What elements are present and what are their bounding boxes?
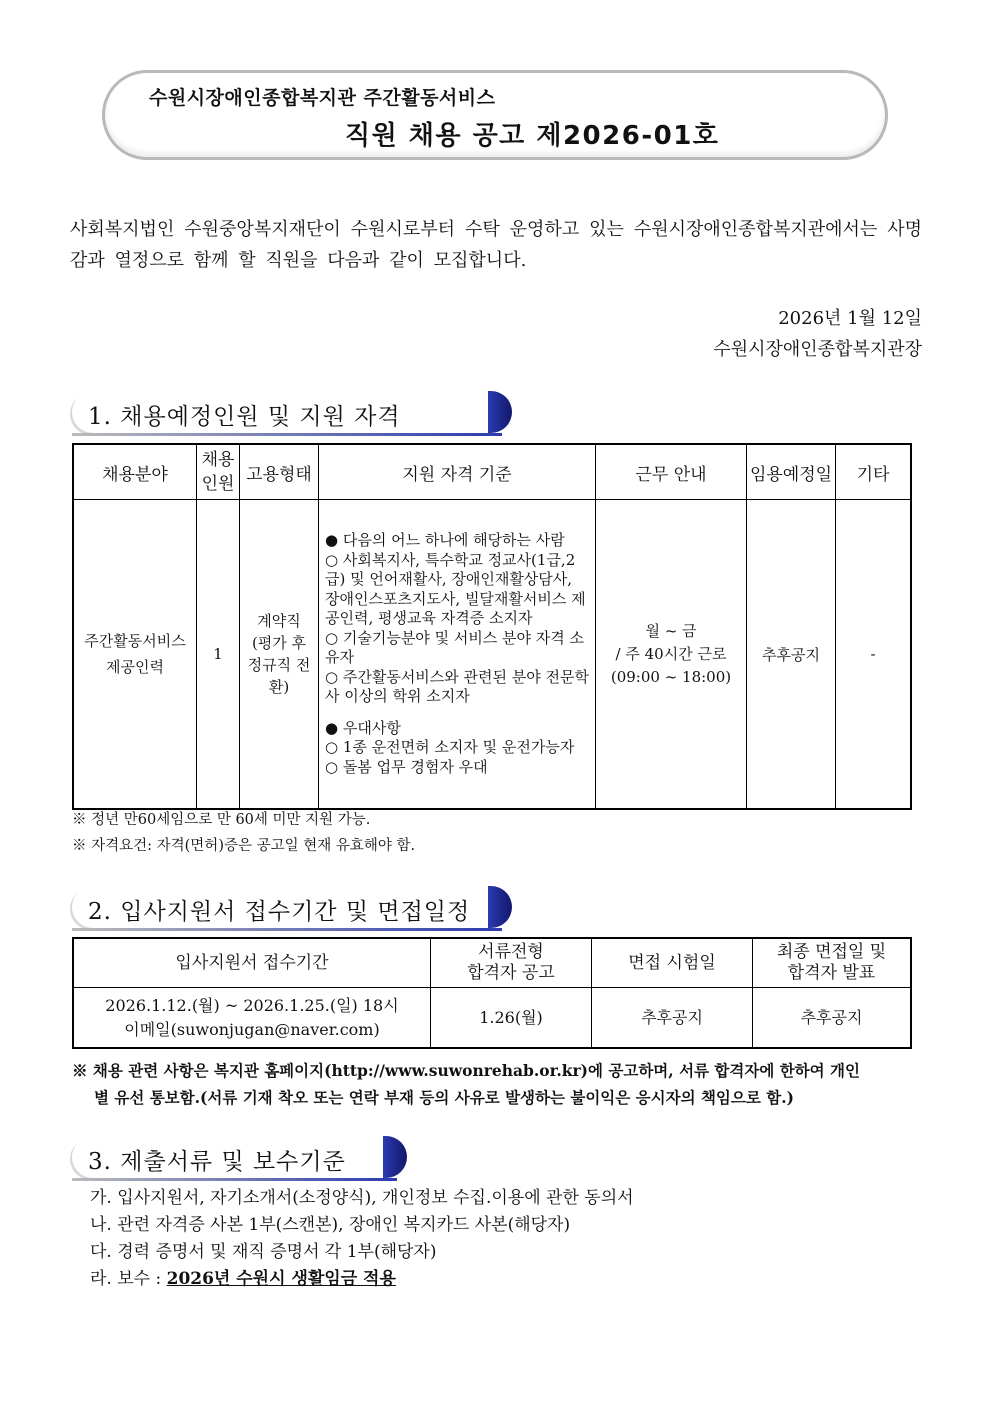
- heading-underline: [72, 433, 502, 436]
- heading-accent: [383, 1136, 407, 1178]
- cell-etc: -: [836, 500, 912, 810]
- cell-work: [596, 500, 747, 810]
- heading-accent: [488, 886, 512, 928]
- documents-list: [90, 1185, 634, 1293]
- work-time: (09:00 ~ 18:00): [610, 667, 732, 686]
- header-doc-result: [431, 938, 592, 988]
- period-email: 이메일(suwonjugan@naver.com): [124, 1019, 380, 1039]
- notice-date: 2026년 1월 12일: [778, 308, 922, 329]
- heading-underline: [72, 1178, 397, 1181]
- cell-period: [73, 988, 431, 1049]
- issuer: 수원시장애인종합복지관장: [713, 339, 922, 360]
- section3-heading: [72, 1136, 397, 1178]
- banner-org-title: 수원시장애인종합복지관 주간활동서비스: [149, 87, 496, 109]
- criteria-line: ○ 주간활동서비스와 관련된 분야 전문학사 이상의 학위 소지자: [325, 667, 590, 705]
- table-row: [73, 500, 911, 810]
- cell-field: 주간활동서비스 제공인력: [73, 500, 197, 810]
- pay-label: 라. 보수 :: [90, 1269, 167, 1289]
- schedule-table: [72, 937, 912, 1049]
- section1-title: 1. 채용예정인원 및 지원 자격: [88, 404, 401, 430]
- list-item: 가. 입사지원서, 자기소개서(소정양식), 개인정보 수집.이용에 관한 동의서: [90, 1188, 634, 1208]
- list-item: [90, 1266, 634, 1293]
- table-header-row: [73, 938, 911, 988]
- period-dates: 2026.1.12.(월) ~ 2026.1.25.(일) 18시: [105, 995, 399, 1015]
- table-header-row: [73, 444, 911, 500]
- cell-interview: 추후공지: [592, 988, 753, 1049]
- header-final: [753, 938, 912, 988]
- cell-type: 계약직 (평가 후 정규직 전환): [240, 500, 319, 810]
- header-count: 채용 인원: [197, 444, 240, 500]
- header-interview: 면접 시험일: [592, 938, 753, 988]
- criteria-line: ○ 기술기능분야 및 서비스 분야 자격 소유자: [325, 628, 585, 666]
- heading-accent: [488, 391, 512, 433]
- header-criteria: 지원 자격 기준: [319, 444, 596, 500]
- criteria-line: ○ 1종 운전면허 소지자 및 운전가능자: [325, 738, 575, 756]
- section2-title: 2. 입사지원서 접수기간 및 면접일정: [88, 899, 471, 925]
- list-item: 나. 관련 자격증 사본 1부(스캔본), 장애인 복지카드 사본(해당자): [90, 1215, 571, 1235]
- header-doc-line2: 합격자 공고: [467, 963, 555, 983]
- cell-final: 추후공지: [753, 988, 912, 1049]
- section3-title: 3. 제출서류 및 보수기준: [88, 1149, 346, 1175]
- work-hours: / 주 40시간 근로: [615, 644, 727, 663]
- header-start: 임용예정일: [747, 444, 836, 500]
- header-etc: 기타: [836, 444, 912, 500]
- note-line2: 별 유선 통보함.(서류 기재 착오 또는 연락 부재 등의 사유로 발생하는 불이익은 응시자의 책임으로 함.): [94, 1088, 794, 1107]
- header-final-line2: 합격자 발표: [787, 963, 876, 983]
- banner-notice-title: 직원 채용 공고 제2026-01호: [345, 121, 720, 151]
- cell-start: 추후공지: [747, 500, 836, 810]
- header-work: 근무 안내: [596, 444, 747, 500]
- pay-value: 2026년 수원시 생활임금 적용: [166, 1269, 396, 1289]
- cell-count: 1: [197, 500, 240, 810]
- criteria-line: ● 우대사항: [325, 718, 401, 737]
- intro-paragraph: 사회복지법인 수원중앙복지재단이 수원시로부터 수탁 운영하고 있는 수원시장애인종합복지관에서는 사명감과 열정으로 함께 할 직원을 다음과 같이 모집합니다.: [70, 219, 922, 271]
- criteria-line: ○ 돌봄 업무 경험자 우대: [325, 757, 488, 776]
- work-days: 월 ~ 금: [645, 621, 697, 640]
- qualification-note: ※ 자격요건: 자격(면허)증은 공고일 현재 유효해야 함.: [72, 838, 416, 854]
- criteria-line: ● 다음의 어느 하나에 해당하는 사람: [325, 531, 565, 549]
- header-period: 입사지원서 접수기간: [73, 938, 431, 988]
- table-row: [73, 988, 911, 1049]
- header-type: 고용형태: [240, 444, 319, 500]
- notice-date-block: [713, 303, 922, 365]
- header-doc-line1: 서류전형: [478, 942, 544, 962]
- criteria-line: ○ 사회복지사, 특수학교 정교사(1급,2급) 및 언어재활사, 장애인재활상담사, 장애인스포츠지도사, 빌달재활서비스 제공인력, 평생교육 자격증 소지자: [325, 550, 586, 627]
- notification-note: [72, 1057, 922, 1111]
- header-field: 채용분야: [73, 444, 197, 500]
- age-note: ※ 정년 만60세임으로 만 60세 미만 지원 가능.: [72, 812, 371, 828]
- cell-doc-result: 1.26(월): [431, 988, 592, 1049]
- section2-heading: [72, 886, 502, 928]
- heading-underline: [72, 928, 502, 931]
- header-final-line1: 최종 면접일 및: [776, 942, 887, 962]
- cell-criteria: [319, 500, 596, 810]
- recruitment-table: [72, 443, 912, 810]
- title-banner: [102, 70, 888, 160]
- section1-heading: [72, 391, 502, 433]
- list-item: 다. 경력 증명서 및 재직 증명서 각 1부(해당자): [90, 1242, 437, 1262]
- note-line1: ※ 채용 관련 사항은 복지관 홈페이지(http://www.suwonrehab.or.kr)에 공고하며, 서류 합격자에 한하여 개인: [72, 1061, 860, 1080]
